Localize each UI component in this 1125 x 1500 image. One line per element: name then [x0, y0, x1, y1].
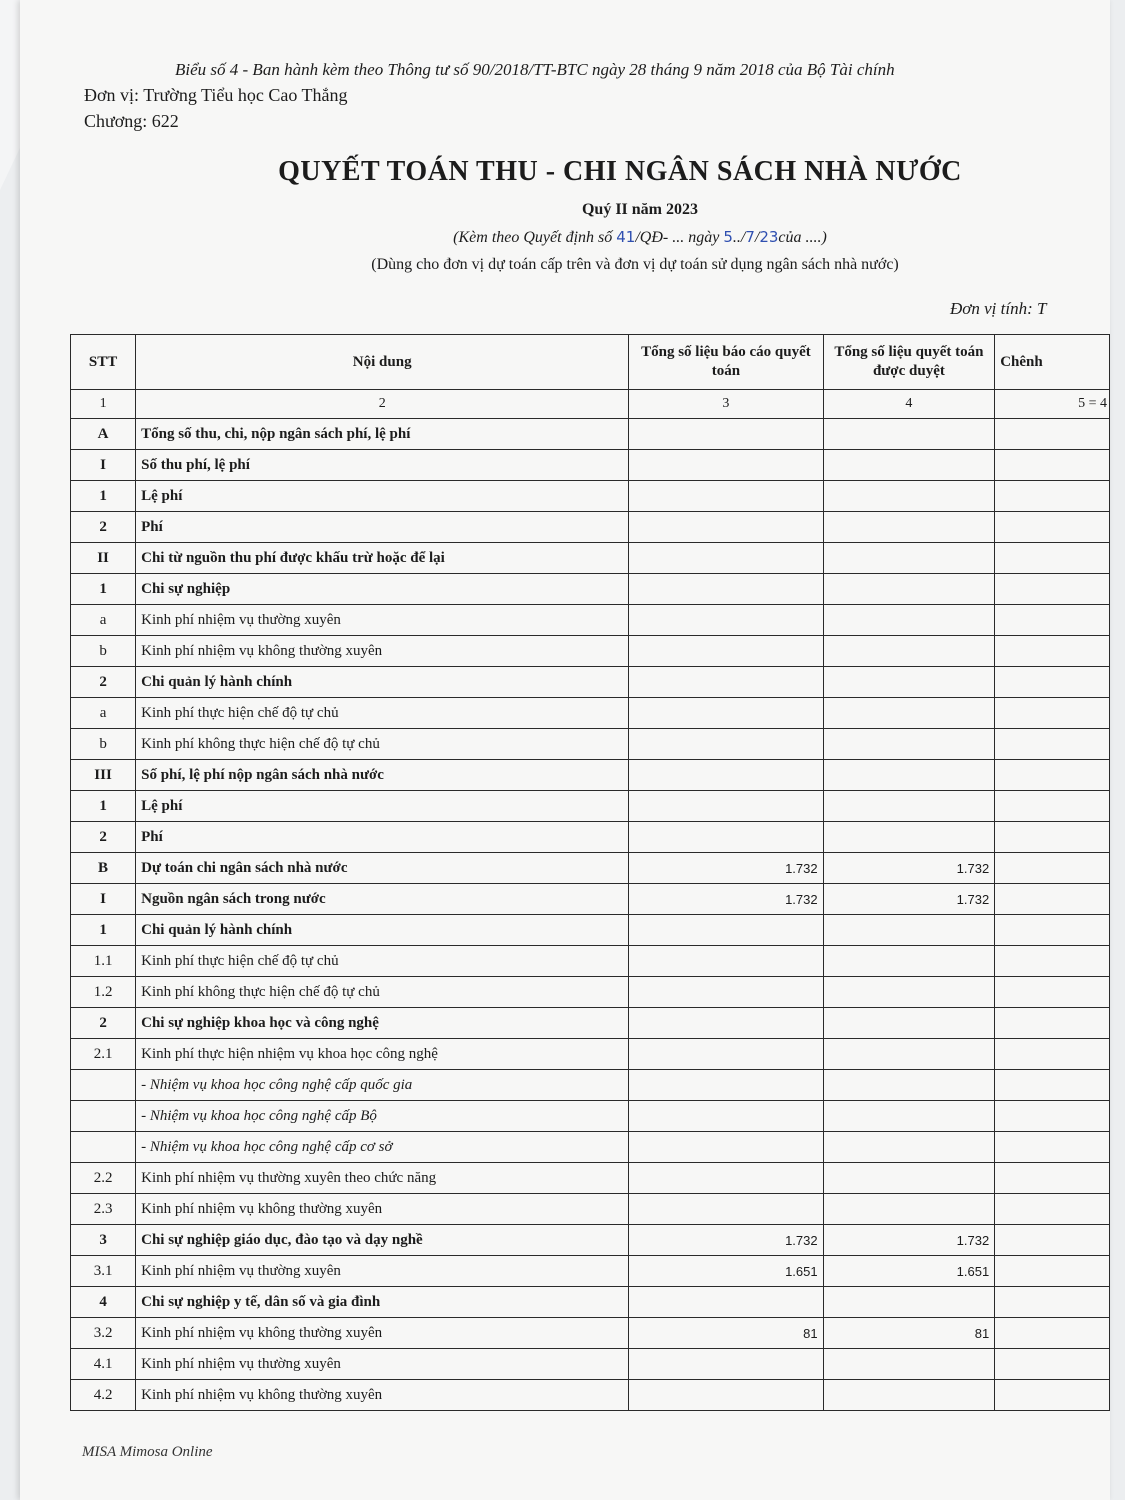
row-diff — [995, 1318, 1110, 1349]
row-content: Chi sự nghiệp giáo dục, đào tạo và dạy nghề — [136, 1225, 629, 1256]
row-stt: 1 — [71, 574, 136, 605]
row-approved — [823, 1008, 995, 1039]
row-stt: 2 — [71, 667, 136, 698]
row-approved — [823, 1287, 995, 1318]
table-row — [71, 667, 1110, 698]
row-approved — [823, 698, 995, 729]
row-diff — [995, 605, 1110, 636]
row-approved: 1.732 — [823, 853, 995, 884]
decision-year-handwritten: 23 — [759, 228, 779, 246]
row-approved — [823, 574, 995, 605]
row-content: Kinh phí thực hiện nhiệm vụ khoa học công nghệ — [136, 1039, 629, 1070]
table-body — [71, 390, 1110, 1411]
table-row — [71, 1380, 1110, 1411]
row-content: Nguồn ngân sách trong nước — [136, 884, 629, 915]
row-approved — [823, 543, 995, 574]
col-num-diff: 5 = 4 — [995, 390, 1110, 419]
table-row — [71, 481, 1110, 512]
decision-mid: /QĐ- ... ngày — [635, 229, 724, 246]
decision-sep2: / — [754, 229, 760, 246]
row-stt: A — [71, 419, 136, 450]
table-row — [71, 1287, 1110, 1318]
row-approved — [823, 946, 995, 977]
row-approved — [823, 977, 995, 1008]
column-number-row — [71, 390, 1110, 419]
row-diff — [995, 1132, 1110, 1163]
row-approved — [823, 667, 995, 698]
row-stt: 3.1 — [71, 1256, 136, 1287]
table-row — [71, 1039, 1110, 1070]
row-content: Kinh phí nhiệm vụ không thường xuyên — [136, 636, 629, 667]
row-reported: 81 — [629, 1318, 823, 1349]
row-reported — [629, 636, 823, 667]
row-reported — [629, 1132, 823, 1163]
row-diff — [995, 1256, 1110, 1287]
row-stt: 2 — [71, 1008, 136, 1039]
col-num-stt: 1 — [71, 390, 136, 419]
row-reported — [629, 574, 823, 605]
row-stt — [71, 1101, 136, 1132]
row-diff — [995, 636, 1110, 667]
header-content: Nội dung — [136, 335, 629, 390]
row-content: Kinh phí nhiệm vụ thường xuyên theo chức năng — [136, 1163, 629, 1194]
row-content: Chi sự nghiệp khoa học và công nghệ — [136, 1008, 629, 1039]
row-reported — [629, 419, 823, 450]
row-content: Chi sự nghiệp y tế, dân số và gia đình — [136, 1287, 629, 1318]
row-diff — [995, 1287, 1110, 1318]
row-stt: b — [71, 729, 136, 760]
row-approved — [823, 512, 995, 543]
row-approved — [823, 636, 995, 667]
row-diff — [995, 1008, 1110, 1039]
table-row — [71, 605, 1110, 636]
row-diff — [995, 1101, 1110, 1132]
row-content: Kinh phí thực hiện chế độ tự chủ — [136, 946, 629, 977]
row-diff — [995, 853, 1110, 884]
table-row — [71, 884, 1110, 915]
row-content: Kinh phí nhiệm vụ thường xuyên — [136, 605, 629, 636]
row-approved — [823, 1349, 995, 1380]
row-reported — [629, 605, 823, 636]
row-approved — [823, 1132, 995, 1163]
row-reported: 1.732 — [629, 1225, 823, 1256]
row-approved — [823, 419, 995, 450]
row-content: Kinh phí không thực hiện chế độ tự chủ — [136, 977, 629, 1008]
row-reported — [629, 729, 823, 760]
row-approved — [823, 791, 995, 822]
header-row — [71, 335, 1110, 390]
row-stt: 1.1 — [71, 946, 136, 977]
table-row — [71, 1008, 1110, 1039]
footer-brand: MISA Mimosa Online — [82, 1444, 213, 1460]
row-content: Kinh phí nhiệm vụ không thường xuyên — [136, 1194, 629, 1225]
row-approved — [823, 1101, 995, 1132]
row-diff — [995, 1349, 1110, 1380]
row-diff — [995, 1163, 1110, 1194]
row-stt: 2.2 — [71, 1163, 136, 1194]
row-approved: 81 — [823, 1318, 995, 1349]
usage-note: (Dùng cho đơn vị dự toán cấp trên và đơn vị dự toán sử dụng ngân sách nhà nước) — [371, 256, 899, 273]
page-title: QUYẾT TOÁN THU - CHI NGÂN SÁCH NHÀ NƯỚC — [278, 156, 962, 187]
row-stt: a — [71, 698, 136, 729]
row-reported — [629, 667, 823, 698]
row-reported — [629, 1101, 823, 1132]
row-approved — [823, 1194, 995, 1225]
row-stt: 2.1 — [71, 1039, 136, 1070]
row-diff — [995, 481, 1110, 512]
row-content: Dự toán chi ngân sách nhà nước — [136, 853, 629, 884]
row-diff — [995, 760, 1110, 791]
row-approved — [823, 915, 995, 946]
col-num-content: 2 — [136, 390, 629, 419]
period: Quý II năm 2023 — [581, 201, 699, 218]
row-stt: B — [71, 853, 136, 884]
row-content: Chi sự nghiệp — [136, 574, 629, 605]
row-content: Kinh phí nhiệm vụ không thường xuyên — [136, 1318, 629, 1349]
form-note: Biểu số 4 - Ban hành kèm theo Thông tư số 90/2018/TT-BTC ngày 28 tháng 9 năm 2018 của Bộ Tài chính — [175, 60, 895, 79]
row-reported: 1.732 — [629, 884, 823, 915]
header-diff: Chênh — [995, 335, 1110, 390]
row-reported — [629, 791, 823, 822]
table-row — [71, 574, 1110, 605]
row-reported — [629, 450, 823, 481]
row-reported — [629, 481, 823, 512]
row-reported: 1.732 — [629, 853, 823, 884]
row-stt: 2.3 — [71, 1194, 136, 1225]
row-reported — [629, 1380, 823, 1411]
table-row — [71, 915, 1110, 946]
decision-sep: ../ — [732, 229, 746, 246]
table-row — [71, 450, 1110, 481]
row-diff — [995, 512, 1110, 543]
row-diff — [995, 1380, 1110, 1411]
decision-day-handwritten: 5 — [723, 228, 733, 246]
row-reported — [629, 946, 823, 977]
row-diff — [995, 419, 1110, 450]
row-approved: 1.732 — [823, 884, 995, 915]
row-approved: 1.651 — [823, 1256, 995, 1287]
row-diff — [995, 1039, 1110, 1070]
row-content: Kinh phí không thực hiện chế độ tự chủ — [136, 729, 629, 760]
row-stt: 1 — [71, 481, 136, 512]
table-row — [71, 946, 1110, 977]
row-content: - Nhiệm vụ khoa học công nghệ cấp cơ sở — [136, 1132, 629, 1163]
row-diff — [995, 729, 1110, 760]
row-stt: 2 — [71, 822, 136, 853]
table-row — [71, 1132, 1110, 1163]
decision-suffix: của ....) — [778, 229, 827, 246]
col-num-approved: 4 — [823, 390, 995, 419]
row-content: Kinh phí nhiệm vụ không thường xuyên — [136, 1380, 629, 1411]
row-approved — [823, 1070, 995, 1101]
row-reported — [629, 1287, 823, 1318]
row-content: Tổng số thu, chi, nộp ngân sách phí, lệ phí — [136, 419, 629, 450]
row-stt: 1 — [71, 915, 136, 946]
table-row — [71, 1194, 1110, 1225]
row-reported — [629, 543, 823, 574]
row-reported — [629, 1039, 823, 1070]
row-content: - Nhiệm vụ khoa học công nghệ cấp Bộ — [136, 1101, 629, 1132]
row-stt: 2 — [71, 512, 136, 543]
row-diff — [995, 915, 1110, 946]
table-row — [71, 1101, 1110, 1132]
unit-name: Đơn vị: Trường Tiểu học Cao Thắng — [84, 85, 348, 105]
table-row — [71, 1318, 1110, 1349]
decision-prefix: (Kèm theo Quyết định số — [453, 229, 617, 246]
row-stt: 4.1 — [71, 1349, 136, 1380]
row-approved — [823, 481, 995, 512]
row-approved — [823, 1039, 995, 1070]
row-diff — [995, 667, 1110, 698]
row-approved — [823, 760, 995, 791]
row-reported — [629, 977, 823, 1008]
row-reported — [629, 698, 823, 729]
row-stt — [71, 1132, 136, 1163]
row-content: Kinh phí thực hiện chế độ tự chủ — [136, 698, 629, 729]
report-table-wrapper — [70, 334, 1107, 1416]
row-content: Chi từ nguồn thu phí được khấu trừ hoặc để lại — [136, 543, 629, 574]
row-stt: 1.2 — [71, 977, 136, 1008]
row-content: Chi quản lý hành chính — [136, 667, 629, 698]
row-content: Số phí, lệ phí nộp ngân sách nhà nước — [136, 760, 629, 791]
currency-unit: Đơn vị tính: T — [950, 299, 1047, 318]
row-stt: III — [71, 760, 136, 791]
row-diff — [995, 1194, 1110, 1225]
row-reported — [629, 1008, 823, 1039]
row-diff — [995, 698, 1110, 729]
table-row — [71, 636, 1110, 667]
row-diff — [995, 884, 1110, 915]
table-row — [71, 1163, 1110, 1194]
row-diff — [995, 822, 1110, 853]
row-diff — [995, 450, 1110, 481]
table-row — [71, 822, 1110, 853]
table-row — [71, 977, 1110, 1008]
row-content: Kinh phí nhiệm vụ thường xuyên — [136, 1349, 629, 1380]
row-approved — [823, 1380, 995, 1411]
chapter: Chương: 622 — [84, 111, 179, 131]
row-reported — [629, 822, 823, 853]
decision-number-handwritten: 41 — [616, 228, 636, 246]
row-reported — [629, 1194, 823, 1225]
row-approved — [823, 605, 995, 636]
table-row — [71, 543, 1110, 574]
row-approved — [823, 729, 995, 760]
row-content: Lệ phí — [136, 791, 629, 822]
row-stt — [71, 1070, 136, 1101]
header-stt: STT — [71, 335, 136, 390]
row-reported — [629, 1070, 823, 1101]
row-approved — [823, 450, 995, 481]
row-diff — [995, 1070, 1110, 1101]
header-approved: Tổng số liệu quyết toán được duyệt — [823, 335, 995, 390]
table-row — [71, 1070, 1110, 1101]
row-diff — [995, 574, 1110, 605]
row-diff — [995, 791, 1110, 822]
row-content: Phí — [136, 512, 629, 543]
row-approved: 1.732 — [823, 1225, 995, 1256]
row-stt: 4 — [71, 1287, 136, 1318]
table-row — [71, 1225, 1110, 1256]
row-stt: a — [71, 605, 136, 636]
row-reported — [629, 1349, 823, 1380]
col-num-reported: 3 — [629, 390, 823, 419]
decision-month-handwritten: 7 — [745, 228, 755, 246]
table-row — [71, 512, 1110, 543]
row-reported — [629, 1163, 823, 1194]
row-stt: I — [71, 884, 136, 915]
row-content: - Nhiệm vụ khoa học công nghệ cấp quốc gia — [136, 1070, 629, 1101]
decision-reference — [360, 228, 920, 247]
row-diff — [995, 946, 1110, 977]
table-row — [71, 729, 1110, 760]
row-reported: 1.651 — [629, 1256, 823, 1287]
table-row — [71, 853, 1110, 884]
row-stt: 1 — [71, 791, 136, 822]
row-content: Chi quản lý hành chính — [136, 915, 629, 946]
table-row — [71, 419, 1110, 450]
row-reported — [629, 915, 823, 946]
row-stt: I — [71, 450, 136, 481]
table-row — [71, 791, 1110, 822]
row-stt: 3 — [71, 1225, 136, 1256]
row-content: Phí — [136, 822, 629, 853]
row-content: Kinh phí nhiệm vụ thường xuyên — [136, 1256, 629, 1287]
row-approved — [823, 1163, 995, 1194]
row-diff — [995, 1225, 1110, 1256]
row-approved — [823, 822, 995, 853]
row-diff — [995, 543, 1110, 574]
row-stt: 4.2 — [71, 1380, 136, 1411]
report-table — [70, 334, 1110, 1411]
table-row — [71, 1349, 1110, 1380]
row-content: Số thu phí, lệ phí — [136, 450, 629, 481]
row-diff — [995, 977, 1110, 1008]
header-reported: Tổng số liệu báo cáo quyết toán — [629, 335, 823, 390]
row-reported — [629, 512, 823, 543]
table-row — [71, 698, 1110, 729]
row-reported — [629, 760, 823, 791]
table-row — [71, 760, 1110, 791]
row-stt: II — [71, 543, 136, 574]
row-content: Lệ phí — [136, 481, 629, 512]
row-stt: b — [71, 636, 136, 667]
row-stt: 3.2 — [71, 1318, 136, 1349]
table-row — [71, 1256, 1110, 1287]
